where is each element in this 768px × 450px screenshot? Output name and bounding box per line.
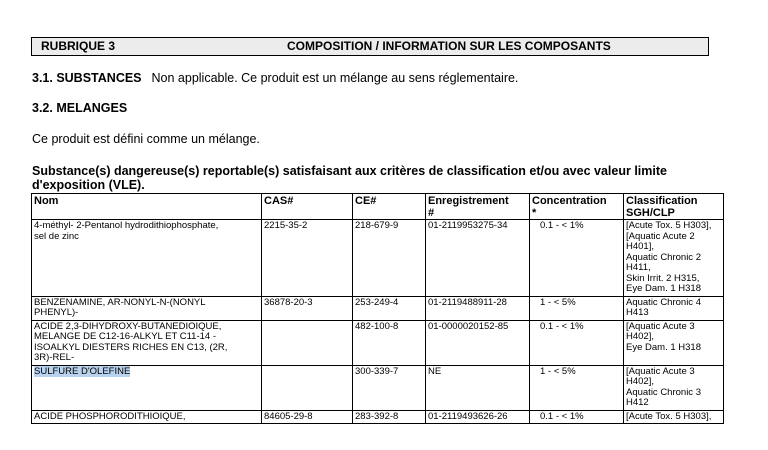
header-nom: Nom [32, 194, 262, 220]
substances-heading: 3.1. SUBSTANCES [32, 71, 142, 85]
table-title-line-2: d'exposition (VLE). [32, 178, 145, 192]
table-row [32, 410, 724, 424]
cell-classification: Aquatic Chronic 4 H413 [624, 296, 724, 320]
cell-concentration: 0.1 - < 1% [530, 320, 624, 365]
section-title: COMPOSITION / INFORMATION SUR LES COMPOSANTS [287, 39, 611, 53]
cell-cas: 84605-29-8 [262, 410, 353, 424]
cell-cas: 36878-20-3 [262, 296, 353, 320]
substances-text: Non applicable. Ce produit est un mélange au sens réglementaire. [151, 71, 519, 85]
cell-cas: 2215-35-2 [262, 220, 353, 297]
cell-nom: ACIDE PHOSPHORODITHIOIQUE, [32, 410, 262, 424]
table-row [32, 320, 724, 365]
cell-nom[interactable] [32, 365, 262, 410]
section-number: RUBRIQUE 3 [41, 39, 116, 53]
section-header [31, 37, 709, 56]
cell-ce: 218-679-9 [353, 220, 426, 297]
table-row [32, 220, 724, 297]
composition-table [31, 193, 724, 424]
cell-enregistrement: 01-2119488911-28 [426, 296, 530, 320]
table-title-line-1: Substance(s) dangereuse(s) reportable(s) satisfaisant aux critères de classification et/ou avec valeur limite [32, 164, 667, 178]
cell-nom: ACIDE 2,3-DIHYDROXY-BUTANEDIOIQUE, MELANGE DE C12-16-ALKYL ET C11-14 - ISOALKYL DIESTERS RICHES EN C13, (2R, 3R)-REL- [32, 320, 262, 365]
header-ce: CE# [353, 194, 426, 220]
cell-cas [262, 365, 353, 410]
cell-concentration: 0.1 - < 1% [530, 410, 624, 424]
cell-ce: 482-100-8 [353, 320, 426, 365]
cell-ce: 253-249-4 [353, 296, 426, 320]
table-row [32, 365, 724, 410]
header-concentration: Concentration * [530, 194, 624, 220]
table-row [32, 296, 724, 320]
cell-enregistrement: NE [426, 365, 530, 410]
cell-concentration: 1 - < 5% [530, 365, 624, 410]
table-header-row [32, 194, 724, 220]
cell-nom: BENZENAMINE, AR-NONYL-N-(NONYL PHENYL)- [32, 296, 262, 320]
cell-concentration: 0.1 - < 1% [530, 220, 624, 297]
cell-cas [262, 320, 353, 365]
cell-classification: [Acute Tox. 5 H303], [624, 410, 724, 424]
cell-classification: [Acute Tox. 5 H303], [Aquatic Acute 2 H401], Aquatic Chronic 2 H411, Skin Irrit. 2 H315, Eye Dam. 1 H318 [624, 220, 724, 297]
header-cas: CAS# [262, 194, 353, 220]
melanges-heading: 3.2. MELANGES [32, 101, 128, 115]
cell-classification: [Aquatic Acute 3 H402], Aquatic Chronic 3 H412 [624, 365, 724, 410]
melanges-text: Ce produit est défini comme un mélange. [32, 132, 260, 146]
cell-ce: 300-339-7 [353, 365, 426, 410]
substances-line [32, 71, 518, 85]
header-classification: Classification SGH/CLP [624, 194, 724, 220]
cell-enregistrement: 01-0000020152-85 [426, 320, 530, 365]
cell-enregistrement: 01-2119493626-26 [426, 410, 530, 424]
cell-classification: [Aquatic Acute 3 H402], Eye Dam. 1 H318 [624, 320, 724, 365]
header-enregistrement: Enregistrement # [426, 194, 530, 220]
cell-nom: 4-méthyl- 2-Pentanol hydrodithiophosphate, sel de zinc [32, 220, 262, 297]
selected-text[interactable]: SULFURE D'OLEFINE [34, 365, 131, 377]
cell-enregistrement: 01-2119953275-34 [426, 220, 530, 297]
cell-concentration: 1 - < 5% [530, 296, 624, 320]
table-title [32, 164, 732, 192]
cell-ce: 283-392-8 [353, 410, 426, 424]
